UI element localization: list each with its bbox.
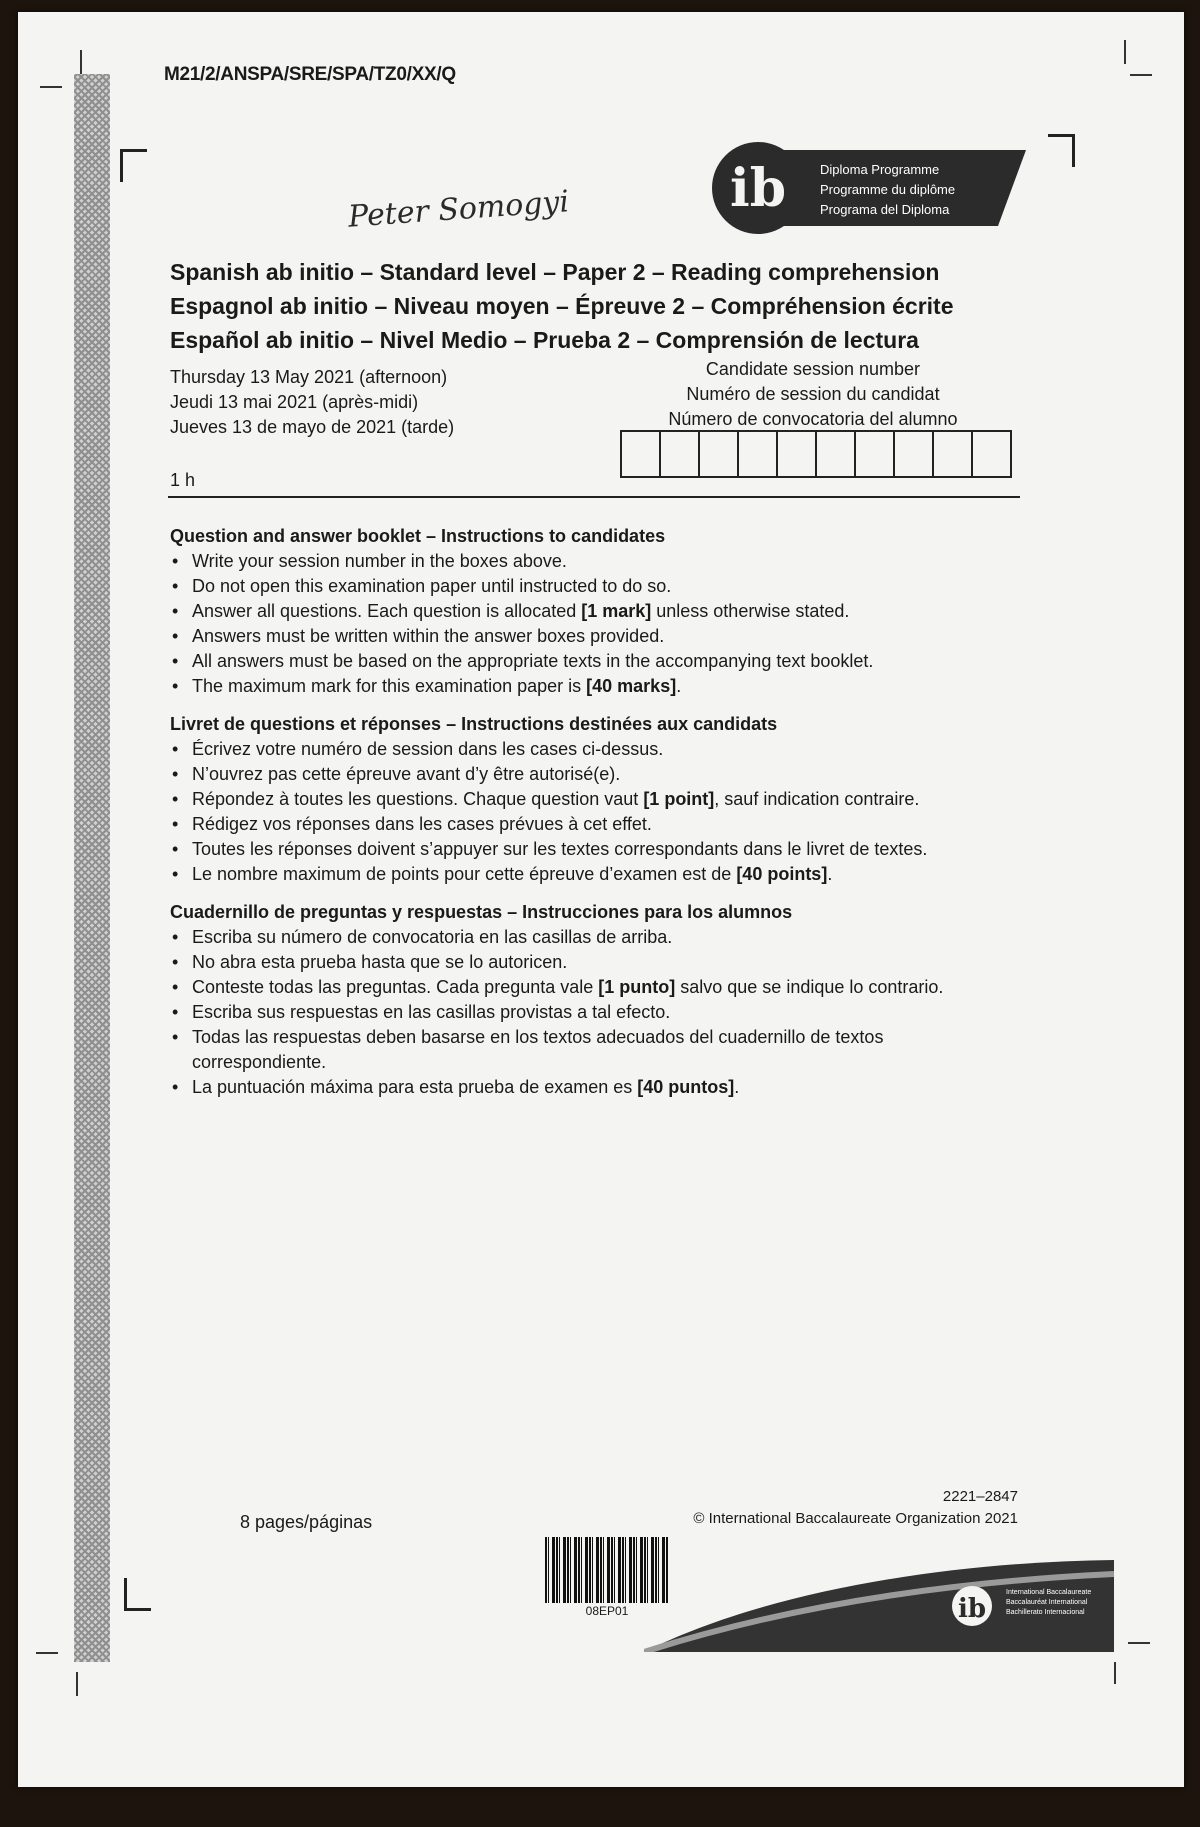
candidate-label-es: Número de convocatoria del alumno <box>668 409 958 429</box>
session-number-box[interactable] <box>659 430 700 478</box>
crop-corner <box>120 149 147 182</box>
logo-line: Diploma Programme <box>820 162 940 177</box>
footer-ib-mark: ib <box>957 1594 987 1624</box>
instruction-item: • Toutes les réponses doivent s’appuyer sur les textes correspondants dans le livret de textes. <box>170 837 1050 862</box>
instruction-item: • Rédigez vos réponses dans les cases prévues à cet effet. <box>170 812 1050 837</box>
mark-allocation: [40 points] <box>736 864 828 884</box>
paper-number: 2221–2847 <box>942 1488 1018 1505</box>
mark-allocation: [1 punto] <box>598 977 676 997</box>
trim-mark <box>76 1672 78 1696</box>
ib-logo-mark: ib <box>729 158 787 219</box>
instruction-item: • All answers must be based on the appropriate texts in the accompanying text booklet. <box>170 649 1050 674</box>
copyright: © International Baccalaureate Organization 2021 <box>693 1510 1018 1527</box>
instruction-item: • The maximum mark for this examination paper is [40 marks]. <box>170 674 1050 699</box>
title-english: Spanish ab initio – Standard level – Paper 2 – Reading comprehension <box>170 259 940 285</box>
session-number-boxes[interactable] <box>622 430 1012 478</box>
session-number-box[interactable] <box>620 430 661 478</box>
ib-logo <box>708 140 1028 236</box>
date-english: Thursday 13 May 2021 (afternoon) <box>170 367 448 387</box>
footer-logo-line: Bachillerato Internacional <box>1006 1609 1085 1616</box>
footer-logo-lines <box>1006 1588 1091 1618</box>
instructions-spanish <box>170 900 1020 1100</box>
header-rule <box>168 496 1020 498</box>
instruction-item: • Write your session number in the boxes above. <box>170 549 1050 574</box>
instruction-item: • Do not open this examination paper until instructed to do so. <box>170 574 1050 599</box>
candidate-label-fr: Numéro de session du candidat <box>686 384 940 404</box>
instruction-item: • Escriba su número de convocatoria en las casillas de arriba. <box>170 925 1020 950</box>
candidate-session-label <box>638 357 988 432</box>
instruction-list <box>170 925 1020 1100</box>
footer-logo-line: Baccalauréat International <box>1006 1599 1088 1606</box>
exam-duration: 1 h <box>170 470 196 490</box>
mark-allocation: [1 mark] <box>581 601 652 621</box>
trim-mark <box>40 86 62 88</box>
mark-allocation: [40 puntos] <box>637 1077 735 1097</box>
logo-lines <box>820 160 955 220</box>
instructions-heading: Question and answer booklet – Instructions to candidates <box>170 526 666 546</box>
trim-mark <box>80 50 82 74</box>
handwritten-signature: Peter Somogyi <box>347 184 571 235</box>
instructions-english <box>170 524 1050 699</box>
instruction-item: • Le nombre maximum de points pour cette épreuve d’examen est de [40 points]. <box>170 862 1050 887</box>
mark-allocation: [1 point] <box>643 789 715 809</box>
trim-mark <box>1130 74 1152 76</box>
session-number-box[interactable] <box>932 430 973 478</box>
paper-code: M21/2/ANSPA/SRE/SPA/TZ0/XX/Q <box>164 64 456 85</box>
instructions-heading: Livret de questions et réponses – Instructions destinées aux candidats <box>170 714 778 734</box>
logo-line: Programa del Diploma <box>820 202 950 217</box>
date-spanish: Jueves 13 de mayo de 2021 (tarde) <box>170 417 455 437</box>
trim-mark <box>1128 1642 1150 1644</box>
title-spanish: Español ab initio – Nivel Medio – Prueba 2 – Comprensión de lectura <box>170 327 919 353</box>
binding-gutter <box>74 74 110 1662</box>
footer-reference <box>658 1486 1018 1530</box>
barcode-label: 08EP01 <box>585 1604 629 1618</box>
instruction-item: • Escriba sus respuestas en las casillas provistas a tal efecto. <box>170 1000 1020 1025</box>
session-number-box[interactable] <box>698 430 739 478</box>
instruction-item: • N’ouvrez pas cette épreuve avant d’y être autorisé(e). <box>170 762 1050 787</box>
instruction-item: • Answers must be written within the answer boxes provided. <box>170 624 1050 649</box>
logo-line: Programme du diplôme <box>820 182 956 197</box>
instruction-item: • Écrivez votre numéro de session dans les cases ci-dessus. <box>170 737 1050 762</box>
session-number-box[interactable] <box>893 430 934 478</box>
session-number-box[interactable] <box>776 430 817 478</box>
instruction-item: • Todas las respuestas deben basarse en los textos adecuados del cuadernillo de textos correspondiente. <box>170 1025 1020 1075</box>
session-number-box[interactable] <box>854 430 895 478</box>
trim-mark <box>1114 1662 1116 1684</box>
session-number-box[interactable] <box>971 430 1012 478</box>
instruction-list <box>170 737 1050 887</box>
instruction-list <box>170 549 1050 699</box>
crop-corner <box>124 1578 151 1611</box>
page-count: 8 pages/páginas <box>240 1512 373 1532</box>
footer-logo-line: International Baccalaureate <box>1006 1589 1092 1596</box>
title-french: Espagnol ab initio – Niveau moyen – Épreuve 2 – Compréhension écrite <box>170 293 954 319</box>
session-number-box[interactable] <box>815 430 856 478</box>
instruction-item: • La puntuación máxima para esta prueba de examen es [40 puntos]. <box>170 1075 1020 1100</box>
crop-corner <box>1048 134 1075 167</box>
instruction-item: • Répondez à toutes les questions. Chaque question vaut [1 point], sauf indication contraire. <box>170 787 1050 812</box>
instructions-french <box>170 712 1050 887</box>
instruction-item: • Conteste todas las preguntas. Cada pregunta vale [1 punto] salvo que se indique lo contrario. <box>170 975 1020 1000</box>
trim-mark <box>36 1652 58 1654</box>
exam-page <box>18 12 1184 1787</box>
date-french: Jeudi 13 mai 2021 (après-midi) <box>170 392 419 412</box>
instruction-item: • No abra esta prueba hasta que se lo autoricen. <box>170 950 1020 975</box>
exam-titles <box>170 255 954 357</box>
mark-allocation: [40 marks] <box>586 676 677 696</box>
exam-dates <box>170 365 454 440</box>
ib-footer-logo <box>644 1552 1124 1652</box>
trim-mark <box>1124 40 1126 64</box>
session-number-box[interactable] <box>737 430 778 478</box>
instruction-item: • Answer all questions. Each question is allocated [1 mark] unless otherwise stated. <box>170 599 1050 624</box>
instructions-heading: Cuadernillo de preguntas y respuestas – Instrucciones para los alumnos <box>170 902 793 922</box>
candidate-label-en: Candidate session number <box>705 359 921 379</box>
